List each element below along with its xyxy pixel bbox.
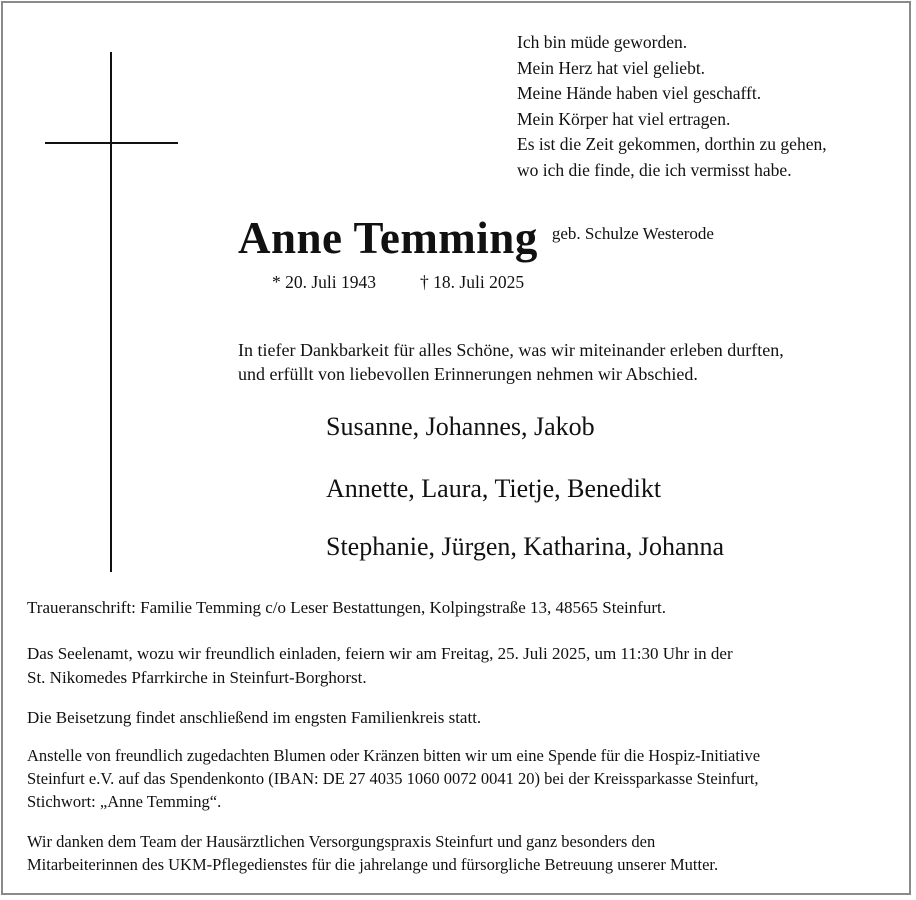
death-date: † 18. Juli 2025: [420, 272, 525, 292]
donation-request: [27, 744, 897, 813]
poem-line: wo ich die finde, die ich vermisst habe.: [517, 159, 792, 180]
mass-line: St. Nikomedes Pfarrkirche in Steinfurt-Borghorst.: [27, 668, 367, 687]
cross-icon-horizontal: [45, 142, 178, 144]
poem-line: Es ist die Zeit gekommen, dorthin zu gehen,: [517, 134, 827, 154]
family-group: Annette, Laura, Tietje, Benedikt: [326, 474, 662, 503]
burial-info: Die Beisetzung findet anschließend im engsten Familienkreis statt.: [27, 708, 482, 727]
family-group: Stephanie, Jürgen, Katharina, Johanna: [326, 532, 725, 561]
maiden-name: geb. Schulze Westerode: [551, 224, 714, 243]
intro-line: In tiefer Dankbarkeit für alles Schöne, was wir miteinander erleben durften,: [238, 340, 784, 360]
mass-line: Das Seelenamt, wozu wir freundlich einladen, feiern wir am Freitag, 25. Juli 2025, um 11:30 Uhr in der: [27, 644, 733, 663]
poem: [517, 30, 827, 183]
requiem-mass-info: [27, 642, 897, 690]
family-group: Susanne, Johannes, Jakob: [326, 412, 595, 441]
donation-line: Steinfurt e.V. auf das Spendenkonto (IBAN: DE 27 4035 1060 0072 0041 20) bei der Kreissparkasse Steinfurt,: [27, 769, 759, 788]
farewell-intro: [238, 338, 784, 386]
deceased-name: Anne Temming: [238, 213, 538, 263]
poem-line: Meine Hände haben viel geschafft.: [517, 83, 762, 103]
poem-line: Mein Herz hat viel geliebt.: [517, 57, 706, 78]
poem-line: Mein Körper hat viel ertragen.: [517, 108, 731, 129]
thanks-line: Mitarbeiterinnen des UKM-Pflegedienstes für die jahrelange und fürsorgliche Betreuung unserer Mutter.: [27, 855, 719, 874]
thanks-note: [27, 830, 897, 876]
birth-date: * 20. Juli 1943: [272, 272, 377, 292]
donation-line: Stichwort: „Anne Temming“.: [27, 792, 222, 811]
poem-line: Ich bin müde geworden.: [517, 32, 688, 52]
thanks-line: Wir danken dem Team der Hausärztlichen Versorgungspraxis Steinfurt und ganz besonders den: [27, 832, 656, 851]
mourning-address: Traueranschrift: Familie Temming c/o Leser Bestattungen, Kolpingstraße 13, 48565 Steinfurt.: [27, 598, 667, 617]
donation-line: Anstelle von freundlich zugedachten Blumen oder Kränzen bitten wir um eine Spende für die Hospiz-Initiative: [27, 746, 761, 765]
deceased-heading: [238, 212, 714, 264]
cross-icon-vertical: [110, 52, 112, 572]
life-dates: [272, 272, 524, 293]
intro-line: und erfüllt von liebevollen Erinnerungen nehmen wir Abschied.: [238, 364, 698, 384]
